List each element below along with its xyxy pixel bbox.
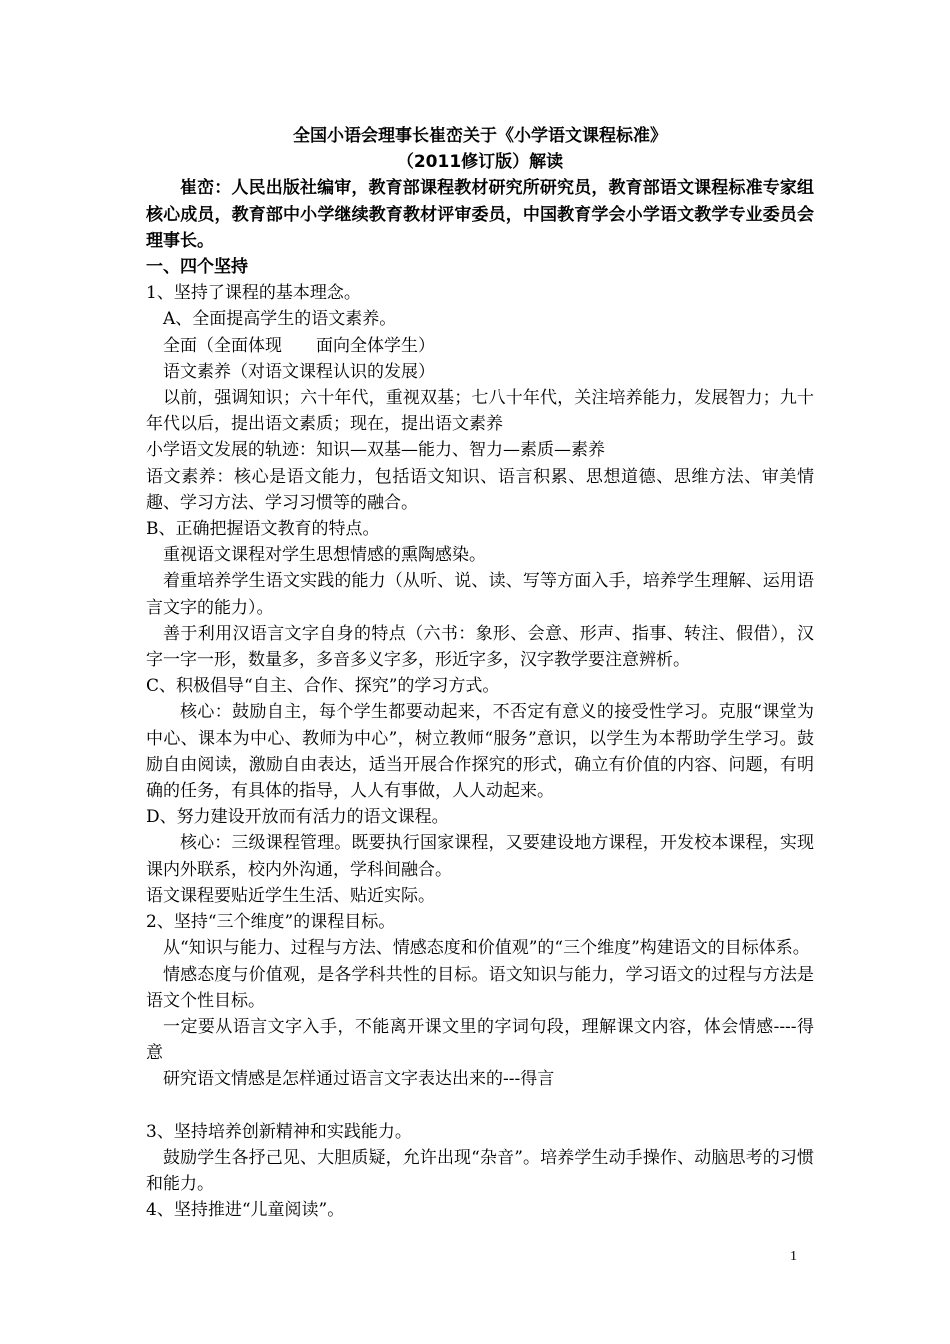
paragraph: 语文素养（对语文课程认识的发展） (163, 361, 435, 382)
paragraph: 善于利用汉语言文字自身的特点（六书：象形、会意、形声、指事、转注、假借），汉字一字一形，数量多，多音多义字多，形近字多，汉字教学要注意辨析。 (146, 623, 814, 671)
paragraph: C、积极倡导“自主、合作、探究”的学习方式。 (146, 676, 500, 697)
paragraph: 语文素养：核心是语文能力，包括语文知识、语言积累、思想道德、思维方法、审美情趣、学习方法、学习习惯等的融合。 (146, 466, 814, 513)
paragraph: 1、坚持了课程的基本理念。 (146, 283, 361, 304)
author-intro: 崔峦：人民出版社编审，教育部课程教材研究所研究员，教育部语文课程标准专家组核心成员，教育部中小学继续教育教材评审委员，中国教育学会小学语文教学专业委员会理事长。 (146, 178, 814, 251)
paragraph: 一定要从语言文字入手，不能离开课文里的字词句段，理解课文内容，体会情感----得意 (146, 1016, 814, 1064)
paragraph: 鼓励学生各抒己见、大胆质疑，允许出现“杂音”。培养学生动手操作、动脑思考的习惯和能力。 (146, 1147, 814, 1194)
page-number: 1 (790, 1249, 797, 1264)
paragraph: 从“知识与能力、过程与方法、情感态度和价值观”的“三个维度”构建语文的目标体系。 (163, 938, 810, 959)
document-body (146, 123, 814, 1223)
paragraph: 全面（全面体现 面向全体学生） (163, 335, 435, 356)
paragraph: 着重培养学生语文实践的能力（从听、说、读、写等方面入手，培养学生理解、运用语言文字的能力）。 (146, 571, 814, 618)
paragraph: 核心：三级课程管理。既要执行国家课程，又要建设地方课程，开发校本课程，实现课内外联系，校内外沟通，学科间融合。 (146, 833, 814, 880)
paragraph: 重视语文课程对学生思想情感的熏陶感染。 (163, 545, 486, 566)
paragraph: 情感态度与价值观，是各学科共性的目标。语文知识与能力，学习语文的过程与方法是语文个性目标。 (146, 964, 814, 1011)
paragraph: 以前，强调知识；六十年代，重视双基；七八十年代，关注培养能力，发展智力；九十年代以后，提出语文素质；现在，提出语文素养 (146, 388, 814, 435)
document-title-line2: （2011修订版）解读 (396, 152, 564, 173)
paragraph: D、努力建设开放而有活力的语文课程。 (146, 807, 449, 828)
paragraph: 核心：鼓励自主，每个学生都要动起来，不否定有意义的接受性学习。克服“课堂为中心、课本为中心、教师为中心”，树立教师“服务”意识，以学生为本帮助学生学习。鼓励自由阅读，激励自由表达，适当开展合作探究的形式，确立有价值的内容、问题，有明确的任务，有具体的指导，人人有事做，人人动起来。 (146, 702, 814, 802)
paragraph: 2、坚持“三个维度”的课程目标。 (146, 912, 396, 933)
paragraph: B、正确把握语文教育的特点。 (146, 519, 380, 540)
paragraph: 语文课程要贴近学生生活、贴近实际。 (146, 885, 435, 906)
document-title-line1: 全国小语会理事长崔峦关于《小学语文课程标准》 (293, 126, 667, 146)
section-heading: 一、四个坚持 (146, 257, 248, 278)
paragraph: 小学语文发展的轨迹：知识—双基—能力、智力—素质—素养 (146, 440, 605, 461)
blank-line (146, 1093, 814, 1119)
paragraph: A、全面提高学生的语文素养。 (163, 309, 397, 330)
paragraph: 4、坚持推进“儿童阅读”。 (146, 1200, 345, 1221)
paragraph: 研究语文情感是怎样通过语言文字表达出来的---得言 (163, 1069, 555, 1090)
paragraph: 3、坚持培养创新精神和实践能力。 (146, 1121, 412, 1142)
